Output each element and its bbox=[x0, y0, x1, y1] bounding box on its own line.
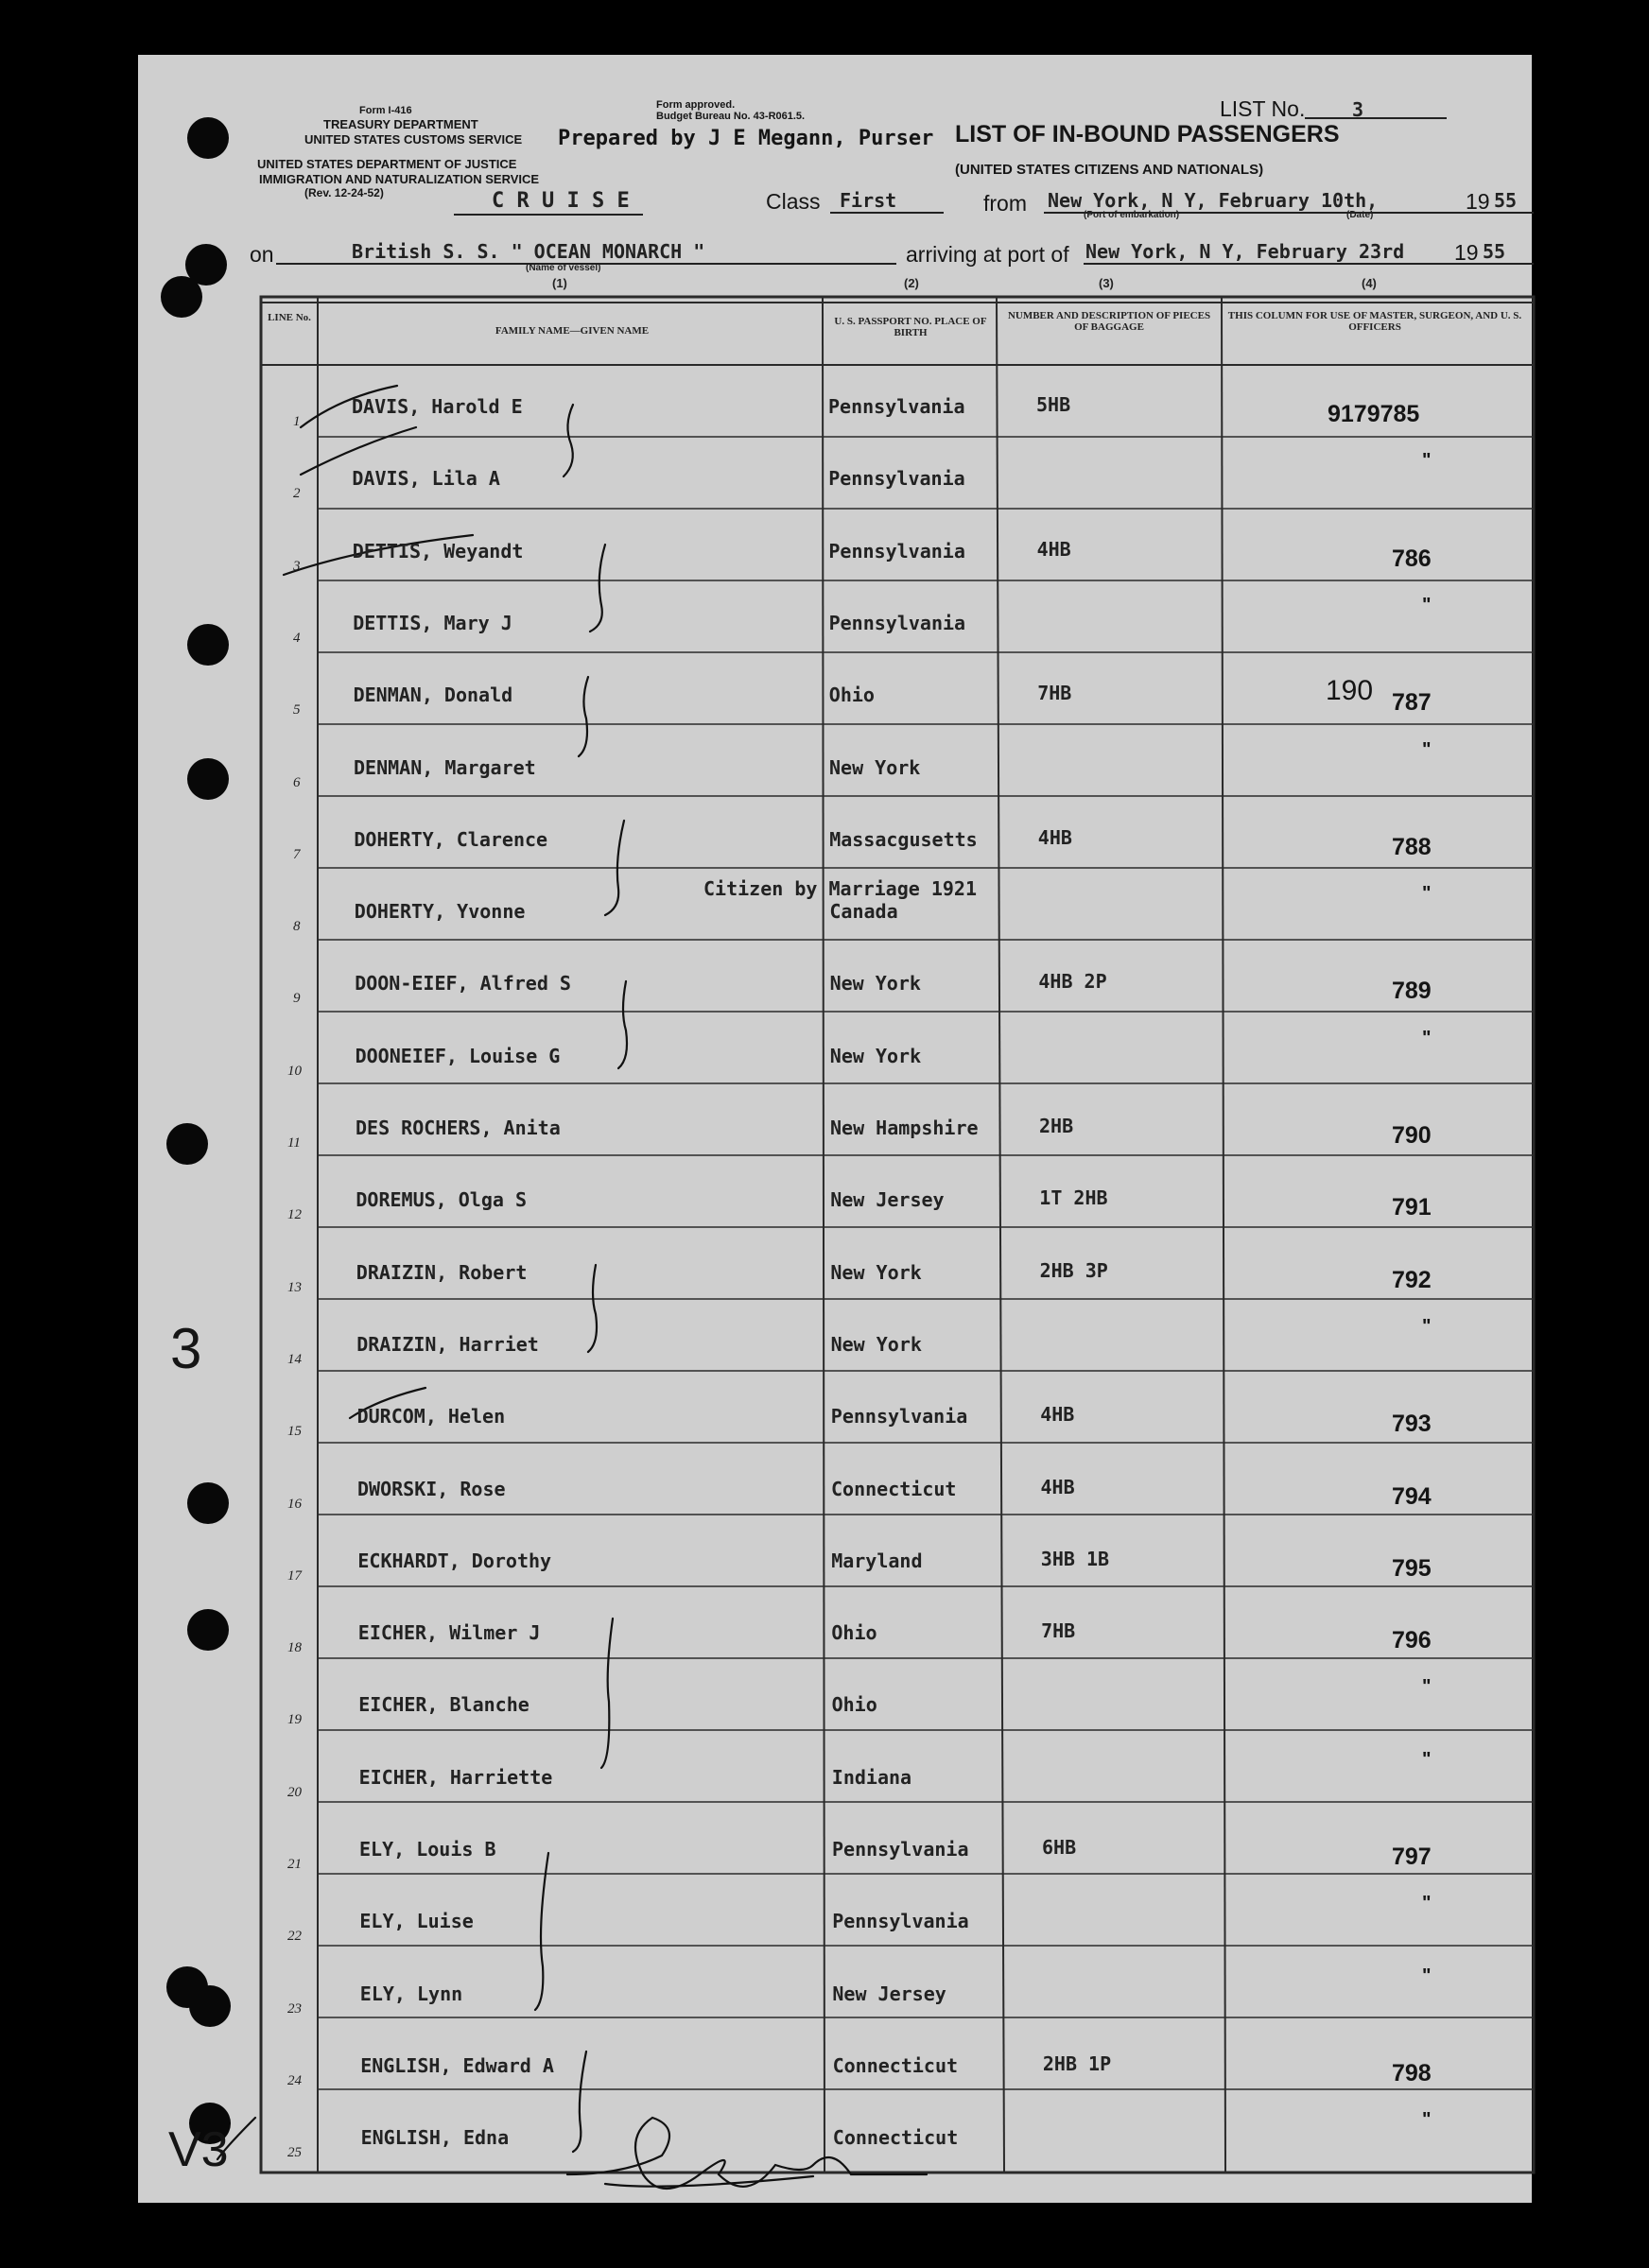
officer-note: 190 bbox=[1326, 675, 1374, 706]
line-number: 16 bbox=[287, 1496, 302, 1512]
line-number: 1 bbox=[293, 414, 301, 429]
baggage: 4HB bbox=[1040, 1403, 1075, 1427]
line-number: 21 bbox=[287, 1857, 302, 1872]
list-title: LIST OF IN-BOUND PASSENGERS bbox=[955, 121, 1340, 147]
ins-label: IMMIGRATION AND NATURALIZATION SERVICE bbox=[259, 172, 540, 186]
citizen-note: Citizen by Marriage 1921 bbox=[703, 877, 977, 900]
officer-number: 786 bbox=[1392, 545, 1432, 572]
line-number: 20 bbox=[287, 1784, 302, 1800]
passenger-name: DRAIZIN, Robert bbox=[356, 1260, 528, 1284]
citizens-label: (UNITED STATES CITIZENS AND NATIONALS) bbox=[955, 162, 1264, 178]
passenger-name: EICHER, Blanche bbox=[358, 1693, 529, 1717]
from-value: New York, N Y, February 10th, bbox=[1048, 189, 1379, 212]
bottom-mark: V3 bbox=[168, 2122, 229, 2177]
line-number: 24 bbox=[287, 2072, 302, 2088]
place-of-birth: Connecticut bbox=[832, 2126, 959, 2150]
line-number: 5 bbox=[293, 702, 301, 718]
margin-mark: 3 bbox=[170, 1317, 202, 1380]
class-value: First bbox=[840, 189, 897, 212]
place-of-birth: New Jersey bbox=[830, 1188, 945, 1212]
officer-number: " bbox=[1422, 1893, 1432, 1914]
passenger-name: ELY, Louis B bbox=[359, 1838, 496, 1861]
passenger-name: DOHERTY, Yvonne bbox=[354, 900, 526, 924]
customs-label: UNITED STATES CUSTOMS SERVICE bbox=[304, 132, 523, 147]
officer-number: 9179785 bbox=[1328, 401, 1420, 427]
line-number: 6 bbox=[293, 774, 301, 790]
place-of-birth: Ohio bbox=[828, 684, 875, 707]
line-number: 2 bbox=[293, 486, 301, 502]
officer-number: " bbox=[1422, 1748, 1432, 1770]
officer-number: " bbox=[1422, 450, 1432, 472]
line-number: 18 bbox=[287, 1640, 302, 1656]
line-number: 11 bbox=[287, 1135, 301, 1151]
passenger-name: ECKHARDT, Dorothy bbox=[357, 1549, 552, 1572]
passenger-name: DRAIZIN, Harriet bbox=[356, 1332, 539, 1356]
passenger-name: ELY, Lynn bbox=[359, 1982, 463, 2005]
passenger-name: ELY, Luise bbox=[359, 1910, 474, 1933]
baggage: 2HB bbox=[1039, 1115, 1074, 1137]
officer-number: " bbox=[1422, 2109, 1432, 2131]
baggage: 4HB bbox=[1037, 825, 1072, 849]
form-number: Form I-416 bbox=[359, 105, 412, 116]
arrival-value: New York, N Y, February 23rd bbox=[1085, 240, 1405, 263]
officer-number: 792 bbox=[1392, 1266, 1432, 1293]
place-of-birth: Connecticut bbox=[832, 2053, 959, 2077]
col-header-line: LINE No. bbox=[268, 312, 311, 323]
budget-bureau: Budget Bureau No. 43-R061.5. bbox=[656, 111, 806, 122]
passenger-name: DETTIS, Mary J bbox=[353, 611, 512, 634]
col-num-3: (3) bbox=[1099, 276, 1114, 290]
arriving-label: arriving at port of bbox=[906, 242, 1069, 267]
passenger-name: DURCOM, Helen bbox=[356, 1405, 506, 1428]
line-number: 15 bbox=[287, 1424, 302, 1440]
treasury-label: TREASURY DEPARTMENT bbox=[323, 117, 478, 131]
officer-number: 798 bbox=[1392, 2059, 1432, 2086]
passenger-name: DETTIS, Weyandt bbox=[352, 539, 524, 563]
passenger-name: DES ROCHERS, Anita bbox=[356, 1117, 561, 1139]
baggage: 2HB 1P bbox=[1042, 2052, 1112, 2075]
place-of-birth: New York bbox=[829, 972, 921, 995]
place-of-birth: New York bbox=[830, 1332, 922, 1356]
passenger-name: DOON-EIEF, Alfred S bbox=[355, 972, 571, 995]
line-number: 8 bbox=[293, 919, 301, 935]
passenger-name: DOONEIEF, Louise G bbox=[355, 1044, 561, 1067]
place-of-birth: New Jersey bbox=[832, 1982, 946, 2005]
col-num-2: (2) bbox=[904, 276, 919, 290]
officer-number: 789 bbox=[1392, 978, 1432, 1005]
officer-number: " bbox=[1422, 1315, 1432, 1337]
class-label: Class bbox=[766, 189, 821, 214]
line-number: 9 bbox=[293, 991, 301, 1007]
from-year-prefix: 19 bbox=[1466, 189, 1490, 214]
place-of-birth: New Hampshire bbox=[830, 1117, 979, 1139]
place-of-birth: Pennsylvania bbox=[828, 611, 966, 634]
baggage: 6HB bbox=[1042, 1836, 1077, 1859]
line-number: 7 bbox=[293, 846, 301, 862]
passenger-name: DOHERTY, Clarence bbox=[354, 827, 548, 851]
col-header-officer: THIS COLUMN FOR USE OF MASTER, SURGEON, AND U. S. OFFICERS bbox=[1227, 310, 1522, 333]
line-number: 12 bbox=[287, 1207, 302, 1223]
place-of-birth: Pennsylvania bbox=[832, 1838, 969, 1861]
col-num-1: (1) bbox=[552, 276, 567, 290]
officer-number: " bbox=[1422, 883, 1432, 905]
officer-number: 791 bbox=[1392, 1194, 1432, 1221]
place-of-birth: Pennsylvania bbox=[828, 467, 965, 491]
vessel-caption: (Name of vessel) bbox=[526, 263, 601, 273]
vessel-name: British S. S. " OCEAN MONARCH " bbox=[352, 240, 705, 263]
passenger-name: DWORSKI, Rose bbox=[357, 1477, 506, 1500]
officer-number: " bbox=[1422, 594, 1432, 615]
col-header-birth: U. S. PASSPORT NO. PLACE OF BIRTH bbox=[834, 316, 987, 338]
line-number: 3 bbox=[293, 558, 301, 574]
place-of-birth: New York bbox=[829, 755, 921, 779]
col-header-name: FAMILY NAME—GIVEN NAME bbox=[495, 325, 650, 337]
revision-label: (Rev. 12-24-52) bbox=[304, 186, 384, 199]
justice-label: UNITED STATES DEPARTMENT OF JUSTICE bbox=[257, 157, 517, 171]
passenger-name: DAVIS, Lila A bbox=[352, 467, 500, 491]
line-number: 25 bbox=[287, 2145, 302, 2161]
arrival-year: 55 bbox=[1483, 240, 1506, 263]
passenger-name: ENGLISH, Edna bbox=[360, 2126, 510, 2150]
place-of-birth: Maryland bbox=[831, 1549, 923, 1572]
baggage: 1T 2HB bbox=[1039, 1186, 1108, 1210]
passenger-name: DAVIS, Harold E bbox=[352, 395, 523, 418]
officer-number: " bbox=[1422, 1027, 1432, 1048]
line-number: 4 bbox=[293, 630, 301, 646]
officer-number: 796 bbox=[1392, 1627, 1432, 1654]
officer-number: 790 bbox=[1392, 1122, 1432, 1149]
list-no-value: 3 bbox=[1352, 98, 1364, 121]
col-header-baggage: NUMBER AND DESCRIPTION OF PIECES OF BAGGAGE bbox=[1007, 310, 1211, 333]
place-of-birth: Connecticut bbox=[831, 1477, 957, 1500]
on-label: on bbox=[250, 242, 274, 267]
baggage: 2HB 3P bbox=[1039, 1258, 1108, 1282]
place-of-birth: Ohio bbox=[831, 1693, 877, 1717]
place-of-birth: Pennsylvania bbox=[828, 539, 965, 563]
date-caption: (Date) bbox=[1346, 210, 1374, 220]
from-year: 55 bbox=[1494, 189, 1518, 212]
officer-number: 788 bbox=[1392, 833, 1432, 860]
line-number: 23 bbox=[287, 2000, 302, 2017]
prepared-by: Prepared by J E Megann, Purser bbox=[558, 127, 934, 150]
place-of-birth: Ohio bbox=[831, 1621, 877, 1645]
cruise-label: C R U I S E bbox=[492, 189, 630, 213]
officer-number: " bbox=[1422, 738, 1432, 760]
line-number: 22 bbox=[287, 1929, 302, 1945]
passenger-name: DENMAN, Margaret bbox=[354, 755, 536, 779]
baggage: 4HB bbox=[1036, 537, 1071, 561]
place-of-birth: Indiana bbox=[831, 1765, 912, 1789]
line-number: 19 bbox=[287, 1712, 302, 1728]
line-number: 14 bbox=[287, 1351, 302, 1367]
form-approved: Form approved. bbox=[656, 99, 736, 111]
line-number: 17 bbox=[287, 1567, 302, 1584]
passenger-name: EICHER, Wilmer J bbox=[357, 1621, 541, 1645]
officer-number: 795 bbox=[1392, 1554, 1432, 1582]
port-embark-caption: (Port of embarkation) bbox=[1084, 210, 1180, 220]
passenger-name: EICHER, Harriette bbox=[358, 1765, 553, 1789]
officer-number: " bbox=[1422, 1965, 1432, 1986]
officer-number: " bbox=[1422, 1676, 1432, 1698]
officer-number: 793 bbox=[1392, 1411, 1432, 1438]
list-no-label: LIST No. bbox=[1220, 96, 1306, 121]
officer-number: 797 bbox=[1392, 1844, 1432, 1870]
place-of-birth: Pennsylvania bbox=[832, 1910, 969, 1933]
line-number: 13 bbox=[287, 1279, 302, 1295]
baggage: 5HB bbox=[1036, 393, 1071, 416]
place-of-birth: Massacgusetts bbox=[829, 827, 978, 851]
place-of-birth: Pennsylvania bbox=[828, 395, 965, 418]
place-of-birth: New York bbox=[830, 1260, 922, 1284]
arrival-year-prefix: 19 bbox=[1454, 240, 1479, 265]
baggage: 7HB bbox=[1041, 1619, 1076, 1643]
baggage: 4HB bbox=[1040, 1475, 1075, 1498]
place-of-birth: New York bbox=[829, 1044, 922, 1067]
officer-number: 794 bbox=[1392, 1482, 1432, 1510]
from-label: from bbox=[983, 191, 1027, 216]
place-of-birth: Pennsylvania bbox=[830, 1405, 968, 1428]
col-num-4: (4) bbox=[1362, 276, 1377, 290]
baggage: 3HB 1B bbox=[1040, 1547, 1110, 1570]
line-number: 10 bbox=[287, 1063, 302, 1079]
passenger-name: DENMAN, Donald bbox=[353, 684, 513, 707]
baggage: 7HB bbox=[1037, 682, 1072, 705]
place-of-birth: Canada bbox=[829, 900, 898, 924]
passenger-name: DOREMUS, Olga S bbox=[356, 1188, 528, 1212]
baggage: 4HB 2P bbox=[1038, 970, 1107, 994]
passenger-name: ENGLISH, Edward A bbox=[360, 2053, 554, 2077]
officer-number: 787 bbox=[1392, 689, 1432, 717]
